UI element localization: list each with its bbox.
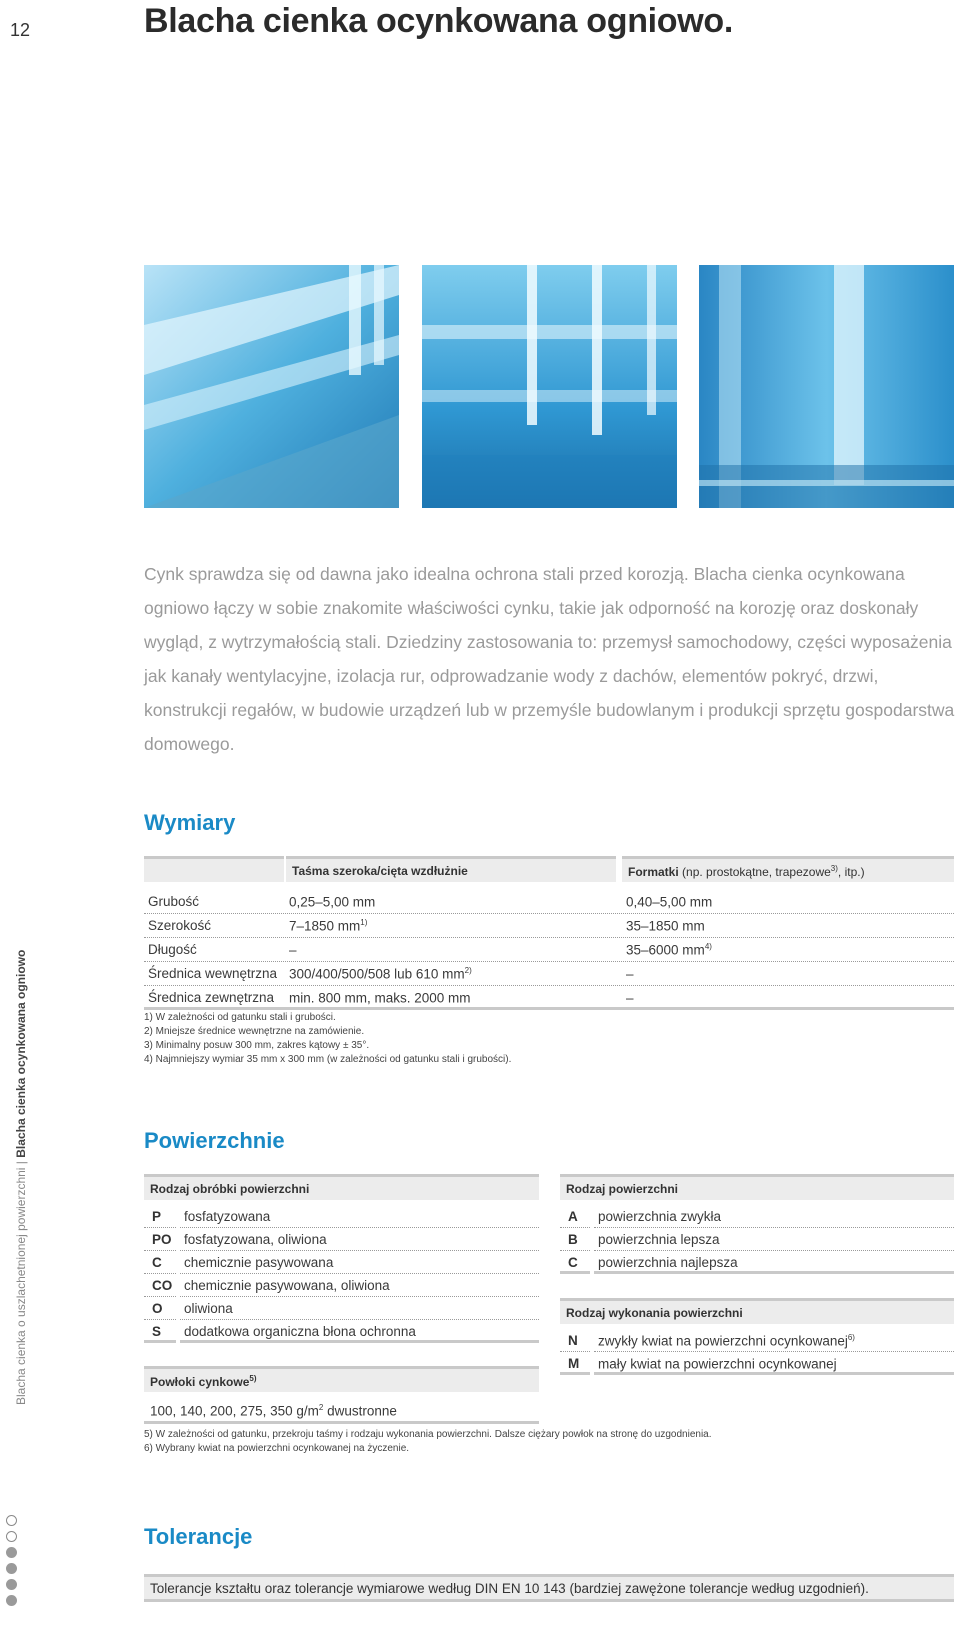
dot-icon	[6, 1595, 17, 1606]
table-row: Średnica wewnętrzna 300/400/500/508 lub 610 $mm^{2)}$ –	[144, 962, 954, 986]
dot-icon	[6, 1515, 17, 1526]
list-item: O oliwiona	[144, 1298, 539, 1321]
footnote: 3) Minimalny posuw 300 mm, zakres kątowy ± 35°.	[144, 1040, 370, 1051]
header-powloki-cynkowe: Powłoki cynkowe$^{5)}$	[144, 1366, 539, 1392]
footnote: 5) W zależności od gatunku, przekroju taśmy i rodzaju wykonania powierzchni. Dalsze ciężary powłok na stronę do uzgodnienia.	[144, 1429, 712, 1440]
list-item: PO fosfatyzowana, oliwiona	[144, 1229, 539, 1252]
header-empty-cell	[144, 856, 284, 882]
list-item: P fosfatyzowana	[144, 1206, 539, 1229]
header-rodzaj-wykonania: Rodzaj wykonania powierzchni	[560, 1298, 954, 1324]
dot-icon	[6, 1563, 17, 1574]
table-row: Średnica zewnętrzna min. 800 mm, maks. 2000 mm –	[144, 986, 954, 1010]
intro-paragraph: Cynk sprawdza się od dawna jako idealna ochrona stali przed korozją. Blacha cienka ocynkowana ogniowo łączy w sobie znakomite właściwości cynku, takie jak odporność na korozję oraz doskonały wygląd, z wytrzymałością stali. Dziedziny zastosowania to: przemysł samochodowy, części wyposażenia jak kanały wentylacyjne, izolacja rur, odprowadzanie wody z dachów, elementów pokryć, drzwi, konstrukcji regałów, w budowie urządzeń lub w przemyśle budowlanym i produkcji sprzętu gospodarstwa domowego.	[144, 564, 955, 754]
list-item: S dodatkowa organiczna błona ochronna	[144, 1321, 539, 1344]
list-item: A powierzchnia zwykła	[560, 1206, 954, 1229]
header-tasma: Taśma szeroka/cięta wzdłużnie	[286, 856, 616, 882]
chapter-indicator-dots	[6, 1515, 18, 1611]
photo-galvanizing-1	[144, 265, 399, 508]
header-rodzaj-obrobki: Rodzaj obróbki powierzchni	[144, 1174, 539, 1200]
sidebar-vertical-caption: Blacha cienka o uszlachetnionej powierzchni | Blacha cienka ocynkowana ogniowo	[14, 949, 28, 1405]
surface-footnotes	[144, 1428, 712, 1456]
list-item: CO chemicznie pasywowana, oliwiona	[144, 1275, 539, 1298]
footnote: 2) Mniejsze średnice wewnętrzne na zamówienie.	[144, 1026, 365, 1037]
tolerance-box: Tolerancje kształtu oraz tolerancje wymiarowe według DIN EN 10 143 (bardziej zawężone tolerancje według uzgodnień).	[144, 1574, 954, 1602]
table-row: Długość – 35–6000 $mm^{4)}$	[144, 938, 954, 962]
dimensions-table	[144, 856, 954, 1010]
page-title: Blacha cienka ocynkowana ogniowo.	[144, 2, 734, 40]
list-item: C powierzchnia najlepsza	[560, 1252, 954, 1275]
list-item: N zwykły kwiat na powierzchni ocynkowanej$^{6)}$	[560, 1330, 954, 1353]
dot-icon	[6, 1579, 17, 1590]
list-item: B powierzchnia lepsza	[560, 1229, 954, 1252]
header-formatki: Formatki (np. prostokątne, trapezowe$^{3)}$, itp.)	[622, 856, 954, 882]
page-number: 12	[10, 20, 31, 40]
header-rodzaj-powierzchni: Rodzaj powierzchni	[560, 1174, 954, 1200]
zinc-coating-value: 100, 140, 200, 275, 350 $g/m^2$ dwustronne	[144, 1396, 539, 1424]
table-row: Szerokość 7–1850 $mm^{1)}$ 35–1850 mm	[144, 914, 954, 938]
footnote: 4) Najmniejszy wymiar 35 mm x 300 mm (w zależności od gatunku stali i grubości).	[144, 1054, 512, 1065]
dimensions-table-header	[144, 856, 954, 882]
section-heading-wymiary: Wymiary	[144, 810, 236, 835]
dot-icon	[6, 1547, 17, 1558]
section-heading-powierzchnie: Powierzchnie	[144, 1128, 285, 1153]
section-heading-tolerancje: Tolerancje	[144, 1524, 253, 1549]
footnote: 6) Wybrany kwiat na powierzchni ocynkowanej na życzenie.	[144, 1443, 410, 1454]
list-item: M mały kwiat na powierzchni ocynkowanej	[560, 1353, 954, 1376]
table-row: Grubość 0,25–5,00 mm 0,40–5,00 mm	[144, 890, 954, 914]
photo-galvanizing-2	[422, 265, 677, 508]
dot-icon	[6, 1531, 17, 1542]
photo-galvanizing-3	[699, 265, 954, 508]
dimensions-footnotes	[144, 1011, 511, 1067]
list-item: C chemicznie pasywowana	[144, 1252, 539, 1275]
footnote: 1) W zależności od gatunku stali i grubości.	[144, 1012, 336, 1023]
